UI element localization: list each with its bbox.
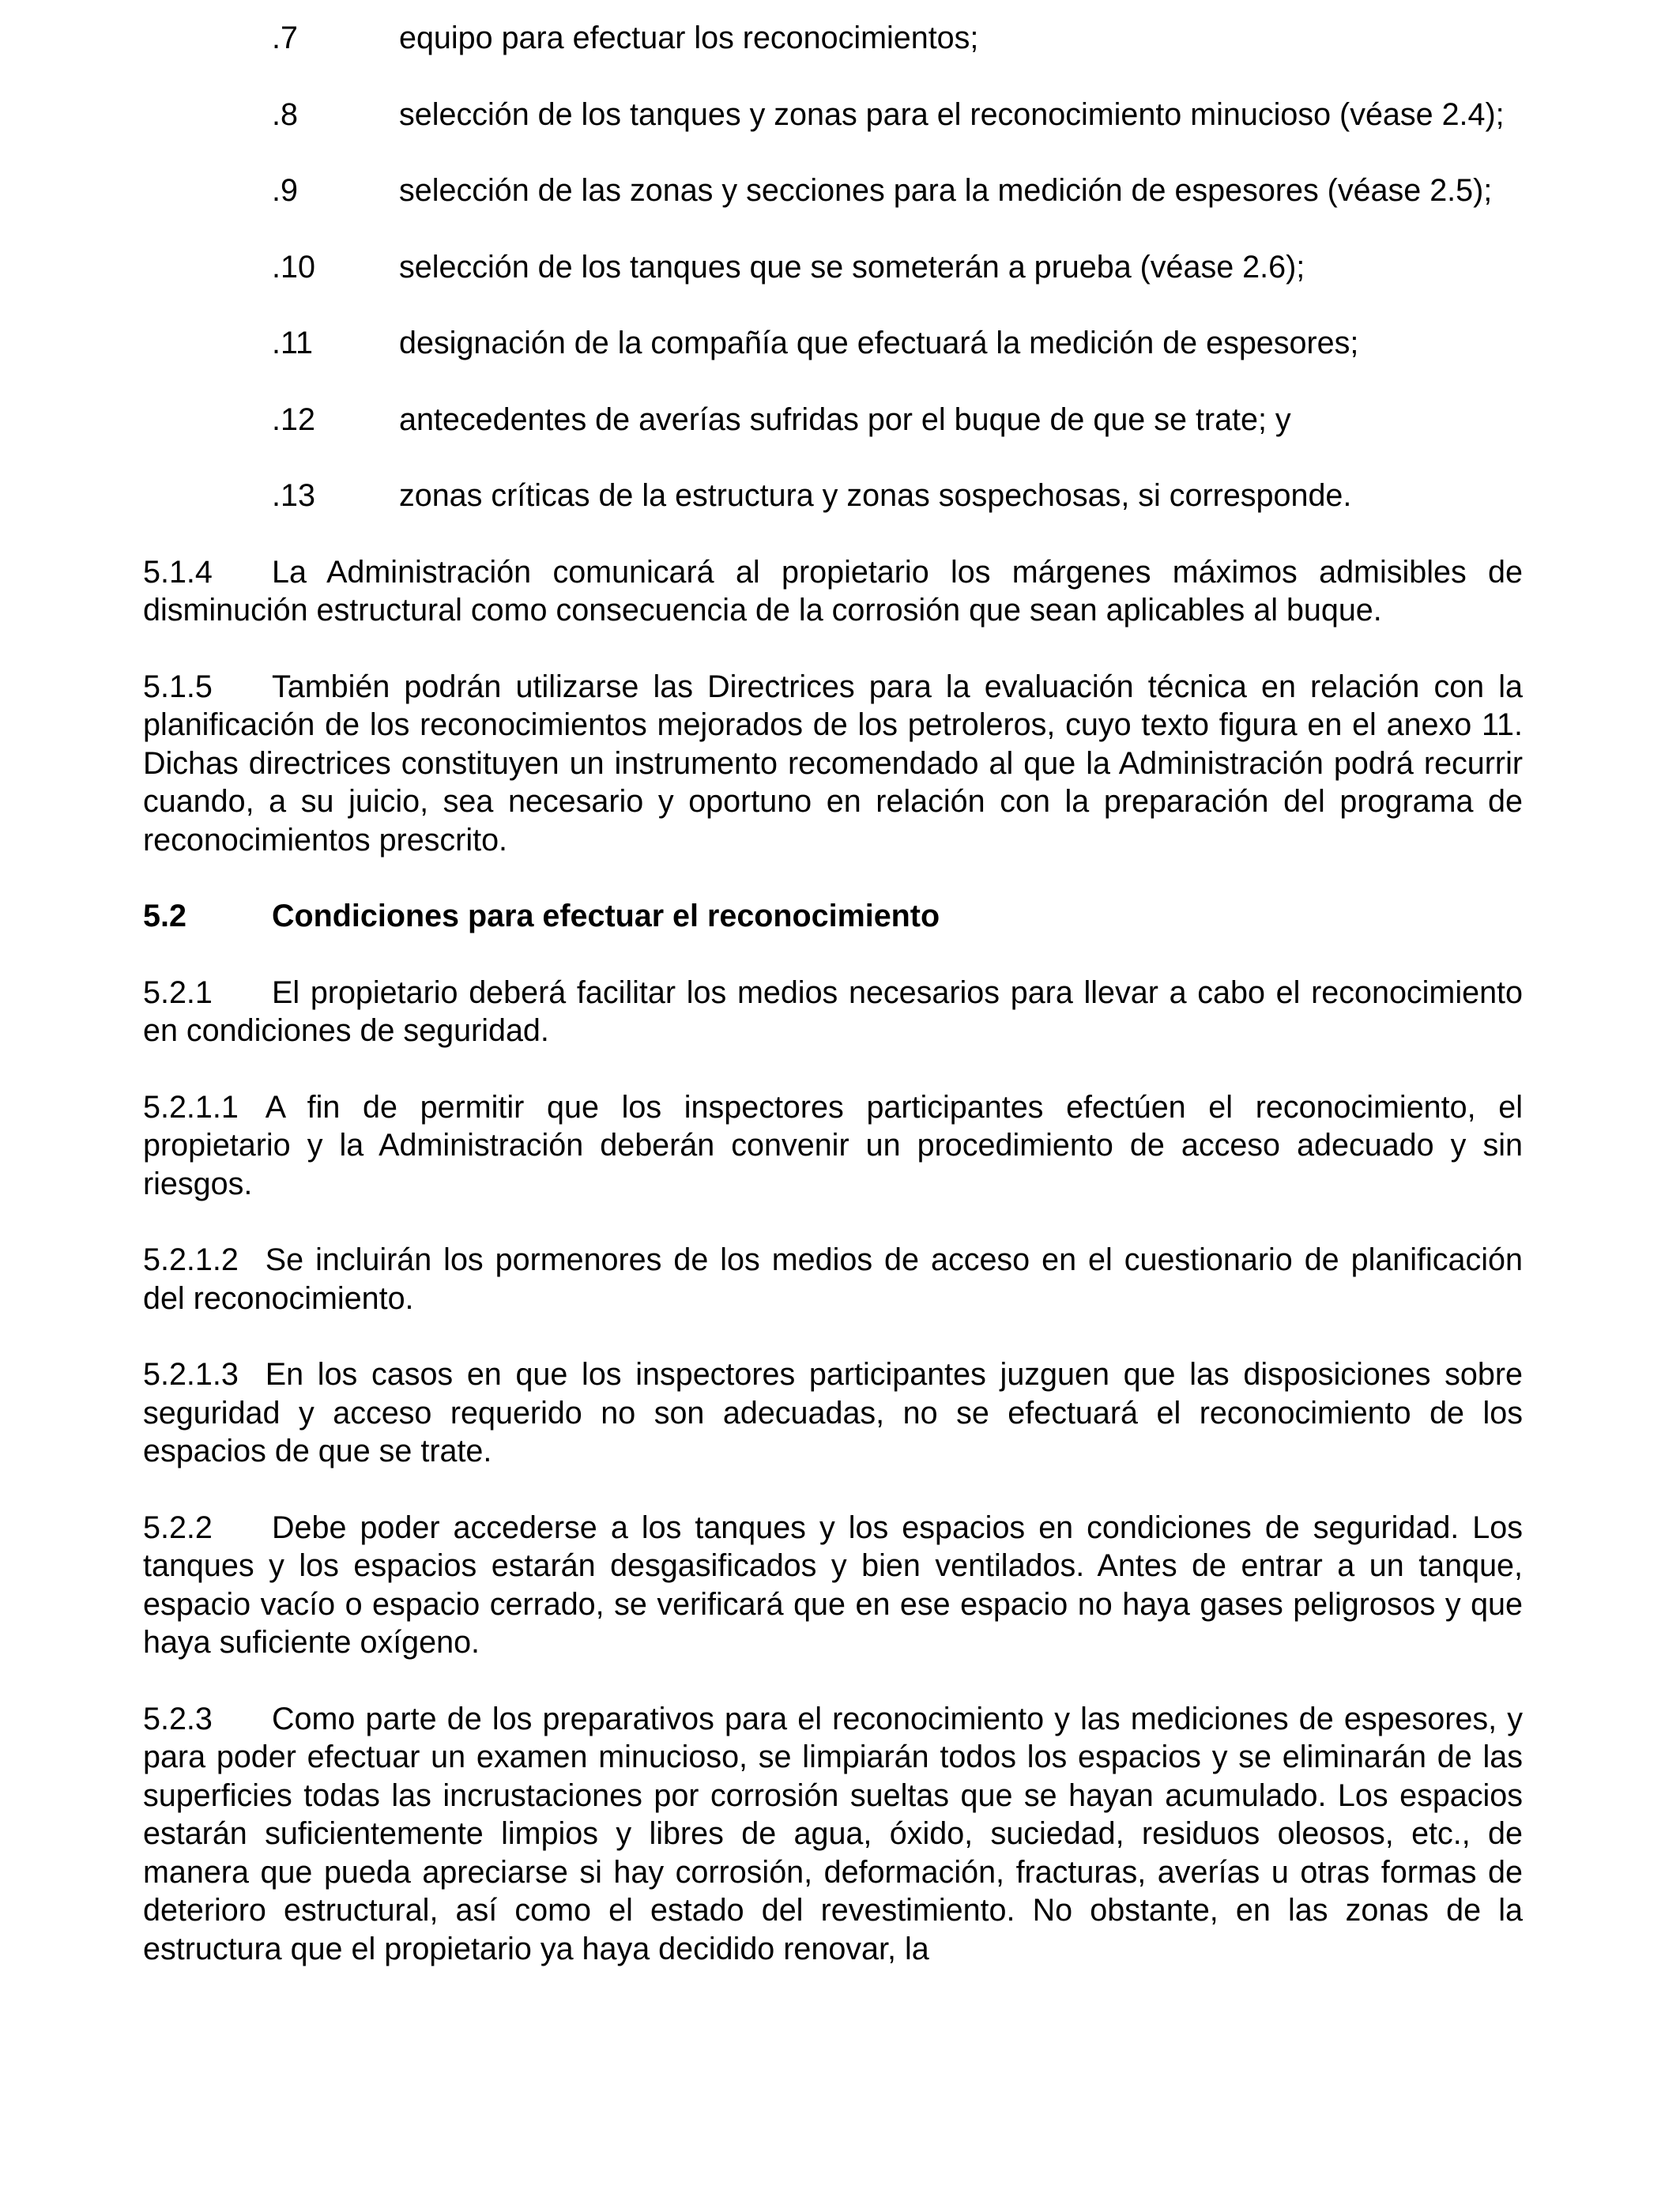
- list-item-number: .11: [272, 326, 313, 360]
- list-item: [143, 96, 1523, 134]
- paragraph-5-2-1-2: [143, 1241, 1523, 1318]
- list-item-number: .10: [272, 249, 315, 285]
- paragraph-5-1-5: [143, 668, 1523, 860]
- paragraph-number: 5.2.1: [143, 974, 213, 1010]
- paragraph-number: 5.2.1.3: [143, 1357, 239, 1392]
- document-body: [143, 19, 1523, 1968]
- list-item-text: selección de los tanques y zonas para el reconocimiento minucioso (véase 2.4);: [399, 96, 1505, 132]
- paragraph-number: 5.1.5: [143, 669, 213, 704]
- paragraph-number: 5.1.4: [143, 554, 213, 590]
- paragraph-number: 5.2.3: [143, 1701, 213, 1736]
- list-item: [143, 401, 1523, 439]
- list-item-text: antecedentes de averías sufridas por el buque de que se trate; y: [399, 401, 1291, 437]
- paragraph-5-2-1-1: [143, 1088, 1523, 1204]
- list-item-number: .13: [272, 478, 315, 513]
- paragraph-5-2-3: [143, 1700, 1523, 1969]
- paragraph-5-1-4: [143, 553, 1523, 630]
- paragraph-5-2-2: [143, 1509, 1523, 1662]
- paragraph-text: En los casos en que los inspectores participantes juzguen que las disposiciones sobre seguridad y acceso requerido no son adecuadas, no se efectuará el reconocimiento de los espacios de que se trate.: [143, 1357, 1523, 1468]
- list-item-text: selección de los tanques que se someterán a prueba (véase 2.6);: [399, 249, 1305, 285]
- list-item-text: designación de la compañía que efectuará la medición de espesores;: [399, 326, 1359, 360]
- heading-text: Condiciones para efectuar el reconocimiento: [272, 899, 940, 933]
- paragraph-text: Se incluirán los pormenores de los medios de acceso en el cuestionario de planificación del reconocimiento.: [143, 1242, 1523, 1316]
- list-item-number: .9: [272, 173, 298, 208]
- paragraph-text: El propietario deberá facilitar los medios necesarios para llevar a cabo el reconocimiento en condiciones de seguridad.: [143, 974, 1523, 1048]
- list-item-number: .8: [272, 96, 298, 132]
- paragraph-number: 5.2.1.1: [143, 1089, 239, 1125]
- heading-number: 5.2: [143, 899, 186, 933]
- paragraph-text: A fin de permitir que los inspectores participantes efectúen el reconocimiento, el propietario y la Administración deberán convenir un procedimiento de acceso adecuado y sin riesgos.: [143, 1089, 1523, 1201]
- paragraph-text: Debe poder accederse a los tanques y los espacios en condiciones de seguridad. Los tanques y los espacios estarán desgasificados y bien ventilados. Antes de entrar a un tanque, espacio vacío o espacio cerrado, se verificará que en ese espacio no haya gases peligrosos y que haya suficiente oxígeno.: [143, 1510, 1523, 1660]
- paragraph-5-2-1: [143, 974, 1523, 1050]
- paragraph-text: La Administración comunicará al propietario los márgenes máximos admisibles de disminución estructural como consecuencia de la corrosión que sean aplicables al buque.: [143, 554, 1523, 628]
- paragraph-text: Como parte de los preparativos para el reconocimiento y las mediciones de espesores, y para poder efectuar un examen minucioso, se limpiarán todos los espacios y se eliminarán de las superficies todas las incrustaciones por corrosión sueltas que se hayan acumulado. Los espacios estarán suficientemente limpios y libres de agua, óxido, suciedad, residuos oleosos, etc., de manera que pueda apreciarse si hay corrosión, deformación, fracturas, averías u otras formas de deterioro estructural, así como el estado del revestimiento. No obstante, en las zonas de la estructura que el propietario ya haya decidido renovar, la: [143, 1701, 1523, 1966]
- list-item-text: zonas críticas de la estructura y zonas sospechosas, si corresponde.: [399, 478, 1352, 513]
- paragraph-text: También podrán utilizarse las Directrices para la evaluación técnica en relación con la planificación de los reconocimientos mejorados de los petroleros, cuyo texto figura en el anexo 11. Dichas directrices constituyen un instrumento recomendado al que la Administración podrá recurrir cuando, a su juicio, sea necesario y oportuno en relación con la preparación del programa de reconocimientos prescrito.: [143, 669, 1523, 858]
- section-heading-5-2: [143, 897, 1523, 936]
- list-item: [143, 324, 1523, 363]
- list-item-text: selección de las zonas y secciones para la medición de espesores (véase 2.5);: [399, 173, 1493, 208]
- list-item: [143, 172, 1523, 210]
- paragraph-5-2-1-3: [143, 1355, 1523, 1471]
- list-item: [143, 248, 1523, 287]
- list-item-number: .12: [272, 401, 315, 437]
- list-item: [143, 477, 1523, 515]
- paragraph-number: 5.2.1.2: [143, 1242, 239, 1277]
- list-item-number: .7: [272, 21, 298, 55]
- list-item-text: equipo para efectuar los reconocimientos;: [399, 21, 979, 55]
- paragraph-number: 5.2.2: [143, 1510, 213, 1545]
- list-item: [143, 19, 1523, 58]
